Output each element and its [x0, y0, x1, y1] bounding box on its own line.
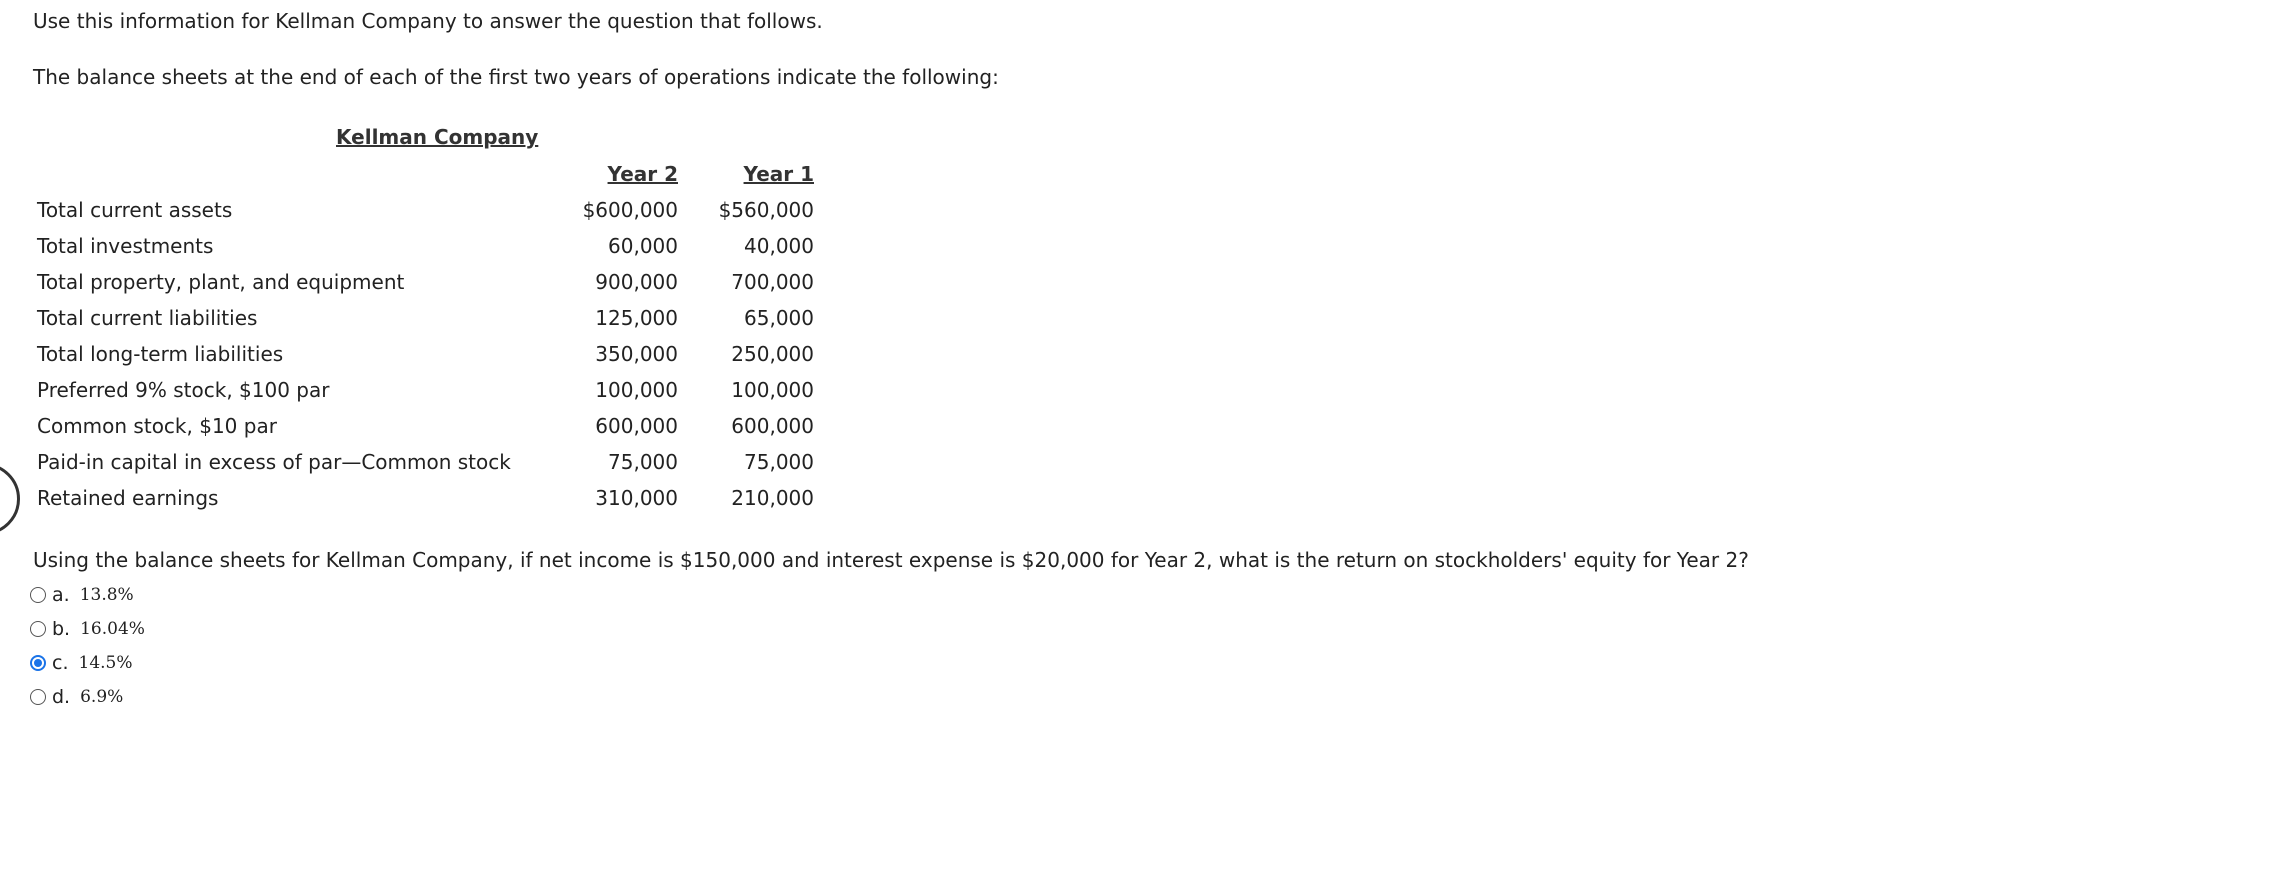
table-row: [27, 372, 824, 408]
option-b-letter: b.: [52, 618, 71, 640]
row-label: Total investments: [37, 234, 214, 258]
row-year-1-value: 250,000: [731, 342, 814, 366]
option-a-radio[interactable]: [30, 587, 46, 603]
option-d[interactable]: [30, 680, 145, 714]
option-a[interactable]: [30, 578, 145, 612]
row-label: Total long-term liabilities: [37, 342, 284, 366]
question-text: Using the balance sheets for Kellman Company, if net income is $150,000 and interest expense is $20,000 for Year 2, what is the return on stockholders' equity for Year 2?: [33, 548, 1749, 572]
option-c-radio[interactable]: [30, 655, 46, 671]
row-year-2-value: 350,000: [595, 342, 678, 366]
option-b-value: 16.04%: [80, 619, 145, 639]
option-a-value: 13.8%: [79, 585, 134, 605]
balance-sheet-table: [27, 156, 824, 516]
row-year-2-value: 100,000: [595, 378, 678, 402]
company-title: Kellman Company: [336, 125, 539, 149]
table-row: [27, 336, 824, 372]
table-row: [27, 264, 824, 300]
row-year-1-value: 600,000: [731, 414, 814, 438]
option-b-radio[interactable]: [30, 621, 46, 637]
row-year-1-value: 40,000: [744, 234, 814, 258]
row-year-1-value: $560,000: [718, 198, 814, 222]
row-label: Total property, plant, and equipment: [37, 270, 405, 294]
row-year-1-value: 75,000: [744, 450, 814, 474]
row-label: Common stock, $10 par: [37, 414, 277, 438]
row-year-1-value: 210,000: [731, 486, 814, 510]
header-label-blank: [27, 156, 552, 192]
table-row: [27, 480, 824, 516]
row-year-1-value: 100,000: [731, 378, 814, 402]
option-d-radio[interactable]: [30, 689, 46, 705]
table-row: [27, 228, 824, 264]
row-label: Preferred 9% stock, $100 par: [37, 378, 330, 402]
table-row: [27, 192, 824, 228]
row-label: Total current assets: [37, 198, 233, 222]
option-c-letter: c.: [52, 652, 69, 674]
row-year-2-value: 600,000: [595, 414, 678, 438]
table-row: [27, 444, 824, 480]
row-year-1-value: 65,000: [744, 306, 814, 330]
row-year-2-value: 125,000: [595, 306, 678, 330]
option-a-letter: a.: [52, 584, 70, 606]
option-c[interactable]: [30, 646, 145, 680]
option-b[interactable]: [30, 612, 145, 646]
header-year-2: Year 2: [607, 162, 678, 186]
table-header-row: [27, 156, 824, 192]
row-year-2-value: 310,000: [595, 486, 678, 510]
table-row: [27, 300, 824, 336]
row-label: Total current liabilities: [37, 306, 258, 330]
row-year-2-value: $600,000: [582, 198, 678, 222]
row-year-1-value: 700,000: [731, 270, 814, 294]
option-c-value: 14.5%: [78, 653, 133, 673]
row-year-2-value: 75,000: [608, 450, 678, 474]
intro-text: Use this information for Kellman Company to answer the question that follows.: [33, 9, 823, 33]
row-label: Retained earnings: [37, 486, 219, 510]
row-year-2-value: 900,000: [595, 270, 678, 294]
option-d-letter: d.: [52, 686, 71, 708]
answer-options: [30, 578, 145, 714]
row-year-2-value: 60,000: [608, 234, 678, 258]
header-year-1: Year 1: [743, 162, 814, 186]
sub-intro-text: The balance sheets at the end of each of the first two years of operations indicate the following:: [33, 65, 999, 89]
table-row: [27, 408, 824, 444]
option-d-value: 6.9%: [80, 687, 124, 707]
row-label: Paid-in capital in excess of par—Common stock: [37, 450, 511, 474]
edge-circle-decoration: [0, 463, 20, 535]
